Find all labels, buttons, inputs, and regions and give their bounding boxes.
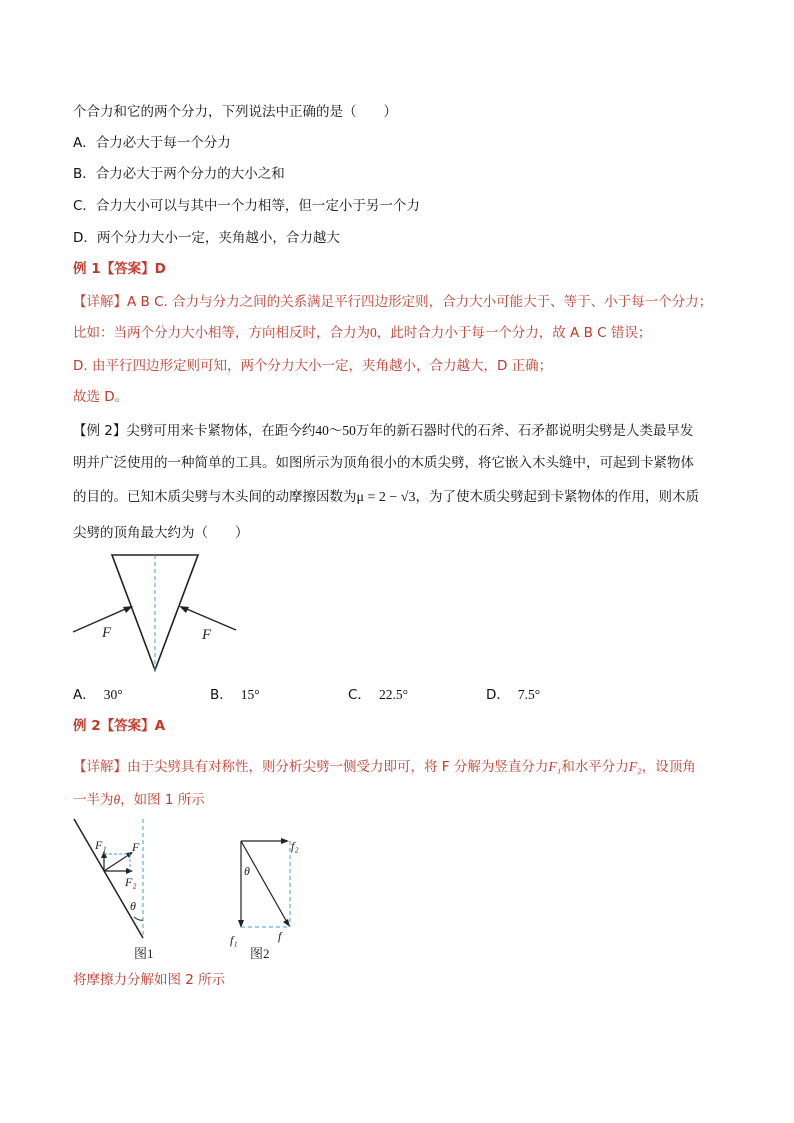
fig2-arrowhead-f: [283, 919, 290, 927]
fig2-label-f1: f₁: [230, 933, 238, 947]
q1-option-c: C．合力大小可以与其中一个力相等，但一定小于另一个力: [73, 198, 420, 214]
q1-stem: 个合力和它的两个分力，下列说法中正确的是（ ）: [73, 104, 397, 120]
fig2-label-f2: f₂: [291, 839, 299, 853]
q2-detail-line-2: [73, 790, 205, 810]
q2-stem-text-b: 万年的新石器时代的石斧、石矛都说明尖劈是人类最早发: [355, 423, 694, 439]
q2-stem-line-1: [73, 421, 693, 441]
q1-answer-title: 例 1【答案】D: [73, 261, 166, 277]
q2-stem-text-d: ，为了使木质尖劈起到卡紧物体的作用，则木质: [415, 489, 699, 505]
q2-stem-line-3: [73, 487, 699, 508]
fig2-label-f: f: [278, 929, 282, 943]
figure-1: [70, 815, 160, 965]
fig2-caption: 图2: [250, 946, 270, 961]
q1-detail-line-4: 故选 D。: [73, 389, 129, 405]
q2-detail-f1: F₁: [548, 759, 562, 774]
fig1-caption: 图1: [134, 946, 154, 961]
q2-stem-line-4: 尖劈的顶角最大约为（ ）: [73, 525, 249, 541]
q2-detail-text-e: ，如图 1 所示: [120, 792, 205, 808]
q2-closing-line: 将摩擦力分解如图 2 所示: [73, 972, 226, 988]
q2-stem-years: 40～50: [315, 423, 356, 438]
q2-option-c: [348, 683, 408, 703]
q2-option-c-value: 22.5°: [378, 687, 408, 702]
q2-stem-line-2: 明并广泛使用的一种简单的工具。如图所示为顶角很小的木质尖劈，将它嵌入木头缝中，可起到卡紧物体: [73, 455, 694, 471]
fig2-vector-f: [241, 841, 288, 924]
q2-option-b-letter: B．: [210, 687, 233, 703]
q2-option-b-value: 15°: [240, 687, 260, 702]
q2-answer-title: 例 2【答案】A: [73, 718, 166, 734]
q1-detail-line-3: D. 由平行四边形定则可知，两个分力大小一定，夹角越小，合力越大，D 正确；: [73, 358, 553, 374]
fig2-label-theta: θ: [244, 864, 250, 878]
q2-detail-text-a: 【详解】由于尖劈具有对称性，则分析尖劈一侧受力即可，将 F 分解为竖直分力: [73, 759, 549, 775]
q1-detail-line-2: [73, 323, 651, 343]
wedge-figure: [70, 553, 245, 678]
fig1-label-theta: θ: [130, 899, 136, 913]
q1-option-d: D．两个分力大小一定，夹角越小，合力越大: [73, 230, 340, 246]
q2-stem-text-c: 的目的。已知木质尖劈与木头间的动摩擦因数为: [73, 489, 357, 505]
q2-option-d-letter: D．: [486, 687, 510, 703]
q2-detail-theta: θ: [113, 792, 121, 807]
q1-detail-text-b: ，此时合力小于每一个分力，故 A B C 错误；: [376, 325, 652, 341]
figure-2: [225, 832, 315, 965]
q2-option-a-value: 30°: [103, 687, 123, 702]
q2-stem-text-a: 【例 2】尖劈可用来卡紧物体，在距今约: [73, 423, 316, 439]
q1-option-b: B．合力必大于两个分力的大小之和: [73, 166, 285, 182]
force-arrowhead-left: [123, 606, 133, 613]
q1-detail-text-a: 比如：当两个分力大小相等，方向相反时，合力为: [73, 325, 370, 341]
q2-option-a: [73, 683, 123, 703]
force-label-left: F: [102, 625, 112, 641]
q2-option-d: [486, 683, 540, 703]
q2-option-b: [210, 683, 260, 703]
fig1-label-f1: F₁: [95, 838, 107, 852]
q1-detail-zero: 0: [370, 325, 377, 340]
fig1-angle-arc: [134, 917, 143, 920]
q2-option-c-letter: C．: [348, 687, 371, 703]
fig1-label-f: F: [132, 840, 140, 854]
fig2-arrowhead-f2: [281, 838, 289, 844]
q2-detail-f2: F₂: [628, 759, 642, 774]
q2-detail-text-b: 和水平分力: [561, 759, 629, 775]
q2-option-a-letter: A．: [73, 687, 96, 703]
force-arrowhead-right: [179, 606, 189, 613]
q2-option-d-value: 7.5°: [517, 687, 541, 702]
q2-detail-text-d: 一半为: [73, 792, 114, 808]
q1-detail-line-1: 【详解】A B C. 合力与分力之间的关系满足平行四边形定则，合力大小可能大于、等于、小于每一个分力；: [73, 294, 713, 310]
q2-detail-text-c: ，设顶角: [641, 759, 696, 775]
q1-option-a: A．合力必大于每一个分力: [73, 135, 231, 151]
force-label-right: F: [202, 627, 212, 643]
fig1-label-f2: F₂: [125, 875, 137, 889]
q2-detail-line-1: [73, 757, 696, 777]
q2-friction-formula: μ = 2 − √3: [356, 490, 416, 505]
